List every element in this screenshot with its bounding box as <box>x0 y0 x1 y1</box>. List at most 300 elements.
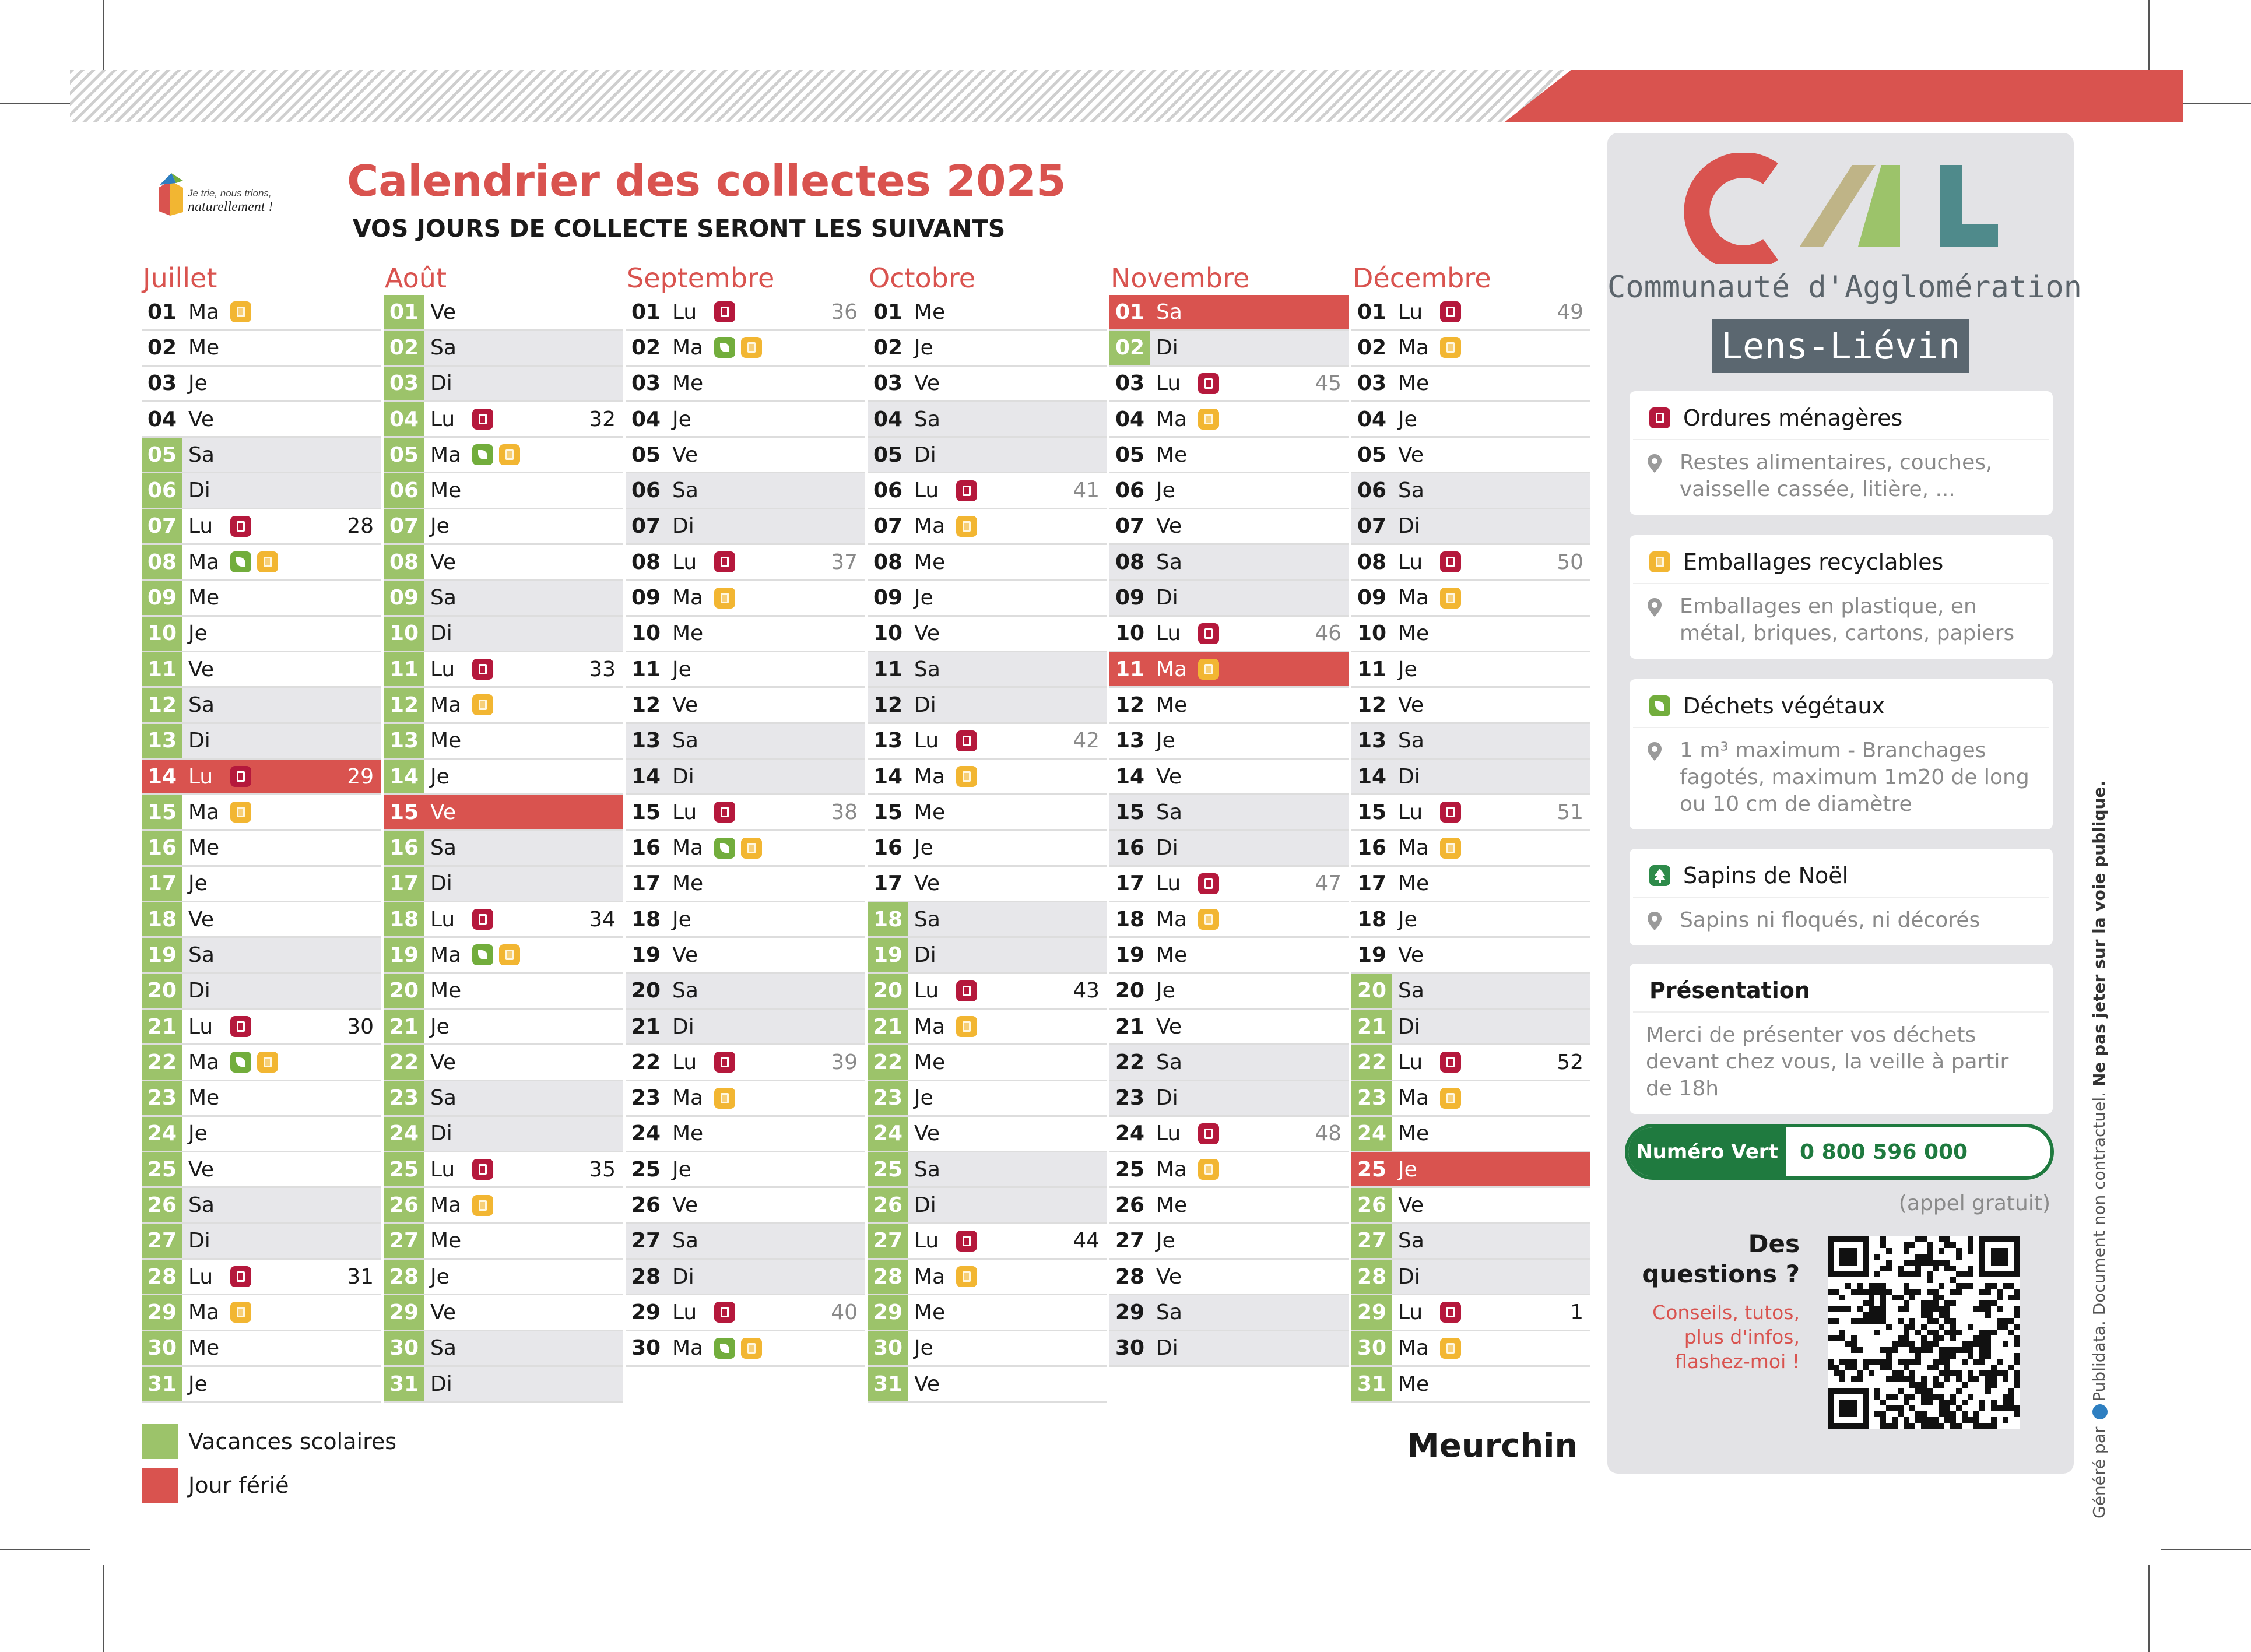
vegetaux-icon <box>714 1338 735 1359</box>
collection-icons <box>1440 802 1461 823</box>
emballages-icon <box>1649 551 1670 572</box>
day-row <box>626 902 865 938</box>
collection-icons <box>956 1231 977 1252</box>
card-emballages <box>1630 535 2053 659</box>
day-abbrev: Ma <box>1156 907 1188 932</box>
card-vegetaux <box>1630 679 2053 829</box>
legend-label: Vacances scolaires <box>188 1429 397 1454</box>
day-row <box>142 438 381 473</box>
day-number: 31 <box>142 1367 182 1401</box>
day-number: 29 <box>142 1295 182 1329</box>
day-abbrev: Lu <box>430 657 455 681</box>
day-number: 15 <box>631 800 661 824</box>
day-row <box>1351 1152 1590 1188</box>
collection-icons <box>714 1302 735 1323</box>
day-abbrev: Ma <box>672 1086 704 1110</box>
day-row <box>626 402 865 438</box>
day-row <box>868 760 1107 795</box>
day-number: 24 <box>868 1117 908 1151</box>
day-row <box>626 295 865 331</box>
day-abbrev: Me <box>188 1086 220 1110</box>
day-abbrev: Ma <box>1398 586 1430 610</box>
day-number: 05 <box>384 438 424 472</box>
day-number: 04 <box>1357 407 1387 431</box>
day-number: 04 <box>147 407 177 431</box>
day-number: 11 <box>873 657 903 681</box>
collection-icons <box>472 1195 493 1216</box>
day-abbrev: Lu <box>430 407 455 431</box>
day-row <box>1109 1331 1349 1367</box>
day-abbrev: Me <box>188 586 220 610</box>
day-row <box>626 760 865 795</box>
day-row <box>384 974 623 1010</box>
day-abbrev: Ma <box>672 335 704 360</box>
day-abbrev: Ma <box>914 514 946 539</box>
qr-code[interactable] <box>1828 1236 2020 1429</box>
day-abbrev: Sa <box>914 1157 940 1182</box>
day-abbrev: Lu <box>672 300 697 324</box>
day-row <box>384 688 623 723</box>
day-abbrev: Ve <box>188 1157 214 1182</box>
publidata-icon <box>2092 1404 2108 1419</box>
day-number: 09 <box>1357 586 1387 610</box>
call-caption: Communauté d'Agglomération <box>1607 270 2082 305</box>
day-row <box>142 545 381 581</box>
day-abbrev: Je <box>430 514 450 539</box>
day-row <box>1351 295 1590 331</box>
day-abbrev: Sa <box>188 693 215 717</box>
day-number: 13 <box>1357 729 1387 753</box>
day-number: 02 <box>147 335 177 360</box>
collection-icons <box>230 802 251 823</box>
day-number: 13 <box>142 724 182 758</box>
month-name: Juillet <box>143 262 217 294</box>
day-row <box>142 617 381 652</box>
day-number: 26 <box>868 1188 908 1222</box>
collection-icons <box>1440 588 1461 609</box>
day-row <box>626 545 865 581</box>
card-title: Sapins de Noël <box>1683 863 1849 888</box>
day-number: 17 <box>1357 871 1387 896</box>
day-abbrev: Di <box>672 514 694 539</box>
day-row <box>1109 1260 1349 1295</box>
day-row <box>384 367 623 402</box>
side-note-text: . Document non contractuel. <box>2090 1091 2109 1326</box>
emballages-icon <box>1440 1088 1461 1109</box>
day-number: 10 <box>631 621 661 646</box>
day-number: 06 <box>1357 479 1387 503</box>
month-name: Septembre <box>627 262 775 294</box>
emballages-icon <box>956 1016 977 1037</box>
day-row <box>1109 1152 1349 1188</box>
day-number: 09 <box>873 586 903 610</box>
day-number: 28 <box>384 1260 424 1294</box>
day-number: 24 <box>1351 1117 1392 1151</box>
day-abbrev: Ve <box>1398 442 1424 467</box>
side-note-prefix: Généré par <box>2090 1426 2109 1519</box>
emballages-icon <box>1198 659 1219 680</box>
day-abbrev: Lu <box>672 550 697 574</box>
day-row <box>142 1331 381 1367</box>
emballages-icon <box>472 1195 493 1216</box>
day-number: 23 <box>1115 1086 1145 1110</box>
collection-icons <box>472 944 520 965</box>
day-abbrev: Me <box>1156 442 1188 467</box>
day-abbrev: Ve <box>672 442 698 467</box>
day-abbrev: Me <box>914 300 946 324</box>
day-abbrev: Ma <box>1398 836 1430 860</box>
emballages-icon <box>1440 337 1461 358</box>
day-number: 16 <box>631 836 661 860</box>
day-number: 21 <box>868 1010 908 1043</box>
day-abbrev: Me <box>1156 943 1188 967</box>
collection-icons <box>230 516 251 537</box>
vegetaux-icon <box>1649 695 1670 716</box>
day-abbrev: Ve <box>188 907 214 932</box>
day-row <box>1109 1010 1349 1045</box>
day-abbrev: Je <box>188 1372 208 1396</box>
day-abbrev: Sa <box>430 586 456 610</box>
day-row <box>1109 688 1349 723</box>
day-number: 28 <box>142 1260 182 1294</box>
day-row <box>142 902 381 938</box>
day-number: 11 <box>1357 657 1387 681</box>
day-row <box>868 1367 1107 1403</box>
day-number: 19 <box>1115 943 1145 967</box>
day-row <box>626 1045 865 1081</box>
numero-vert-box[interactable] <box>1625 1124 2054 1180</box>
day-number: 14 <box>873 764 903 789</box>
day-abbrev: Sa <box>188 442 215 467</box>
call-logo <box>1683 153 2010 264</box>
day-abbrev: Ve <box>430 1050 456 1074</box>
collection-icons <box>956 516 977 537</box>
vegetaux-icon <box>714 838 735 859</box>
week-number: 37 <box>831 550 858 574</box>
day-abbrev: Di <box>188 479 210 503</box>
day-row <box>1109 581 1349 616</box>
ordures-icon <box>1649 407 1670 428</box>
day-abbrev: Ve <box>430 800 456 824</box>
day-abbrev: Ma <box>430 442 462 467</box>
day-abbrev: Ma <box>1156 407 1188 431</box>
day-abbrev: Ma <box>188 1050 220 1074</box>
collection-icons <box>1198 873 1219 894</box>
day-abbrev: Sa <box>430 1086 456 1110</box>
day-row <box>142 581 381 616</box>
day-abbrev: Di <box>914 943 936 967</box>
ordures-icon <box>714 802 735 823</box>
day-number: 30 <box>631 1336 661 1361</box>
day-abbrev: Sa <box>1156 1300 1182 1324</box>
day-row <box>1109 617 1349 652</box>
day-abbrev: Ma <box>430 1193 462 1218</box>
day-number: 24 <box>631 1122 661 1146</box>
day-abbrev: Me <box>672 371 704 396</box>
day-row <box>626 974 865 1010</box>
day-row <box>868 867 1107 902</box>
day-number: 10 <box>1357 621 1387 646</box>
day-number: 11 <box>384 652 424 686</box>
info-panel <box>1607 133 2082 1474</box>
day-row <box>1351 438 1590 473</box>
day-number: 27 <box>142 1224 182 1258</box>
day-abbrev: Ve <box>914 1372 940 1396</box>
side-note-bold: Ne pas jeter sur la voie publique. <box>2090 780 2109 1087</box>
day-row <box>142 1295 381 1331</box>
day-row <box>868 1117 1107 1152</box>
collection-icons <box>472 659 493 680</box>
location-pin-icon <box>1646 593 1667 647</box>
day-row <box>1109 938 1349 973</box>
day-abbrev: Ma <box>430 943 462 967</box>
day-number: 05 <box>1357 442 1387 467</box>
day-number: 28 <box>631 1264 661 1289</box>
day-number: 12 <box>873 693 903 717</box>
day-abbrev: Di <box>1156 586 1178 610</box>
day-row <box>868 1295 1107 1331</box>
day-abbrev: Me <box>430 979 462 1003</box>
collection-icons <box>1440 1338 1461 1359</box>
collection-icons <box>472 1159 493 1180</box>
vegetaux-icon <box>230 551 251 572</box>
day-abbrev: Je <box>914 1336 933 1361</box>
day-abbrev: Je <box>188 371 208 396</box>
week-number: 35 <box>589 1157 616 1182</box>
day-abbrev: Me <box>430 729 462 753</box>
legend-swatch-green <box>142 1424 178 1459</box>
legend-label: Jour férié <box>188 1472 289 1498</box>
day-row <box>1351 831 1590 866</box>
collection-icons <box>1198 409 1219 430</box>
week-number: 42 <box>1073 729 1100 753</box>
card-description: 1 m³ maximum - Branchages fagotés, maximum 1m20 de long ou 10 cm de diamètre <box>1680 739 2029 816</box>
day-abbrev: Je <box>914 1086 933 1110</box>
collection-icons <box>230 1302 251 1323</box>
day-row <box>626 1331 865 1367</box>
day-number: 25 <box>868 1152 908 1186</box>
week-number: 39 <box>831 1050 858 1074</box>
red-band <box>1504 70 2183 122</box>
day-number: 16 <box>873 836 903 860</box>
day-row <box>1351 545 1590 581</box>
day-row <box>1351 1367 1590 1403</box>
day-number: 07 <box>1357 514 1387 539</box>
collection-icons <box>1440 337 1461 358</box>
day-abbrev: Lu <box>1398 300 1423 324</box>
ordures-icon <box>714 1302 735 1323</box>
day-abbrev: Di <box>430 621 452 646</box>
day-abbrev: Ma <box>1156 657 1188 681</box>
week-number: 40 <box>831 1300 858 1324</box>
day-number: 12 <box>384 688 424 722</box>
emballages-icon <box>230 1302 251 1323</box>
day-abbrev: Di <box>914 1193 936 1218</box>
day-abbrev: Di <box>1156 335 1178 360</box>
day-number: 04 <box>873 407 903 431</box>
day-abbrev: Je <box>1156 979 1175 1003</box>
day-row <box>1109 331 1349 366</box>
day-number: 19 <box>631 943 661 967</box>
day-number: 15 <box>873 800 903 824</box>
day-row <box>142 402 381 438</box>
ordures-icon <box>956 480 977 501</box>
day-row <box>1351 509 1590 545</box>
day-row <box>626 795 865 831</box>
day-number: 26 <box>631 1193 661 1218</box>
day-row <box>868 1081 1107 1117</box>
day-abbrev: Lu <box>188 1014 213 1039</box>
day-number: 29 <box>631 1300 661 1324</box>
day-row <box>1351 1224 1590 1260</box>
day-row <box>1109 438 1349 473</box>
day-abbrev: Lu <box>1156 1122 1181 1146</box>
day-number: 28 <box>868 1260 908 1294</box>
day-abbrev: Lu <box>914 979 939 1003</box>
collection-icons <box>1198 1159 1219 1180</box>
month-name: Octobre <box>869 262 976 294</box>
emballages-icon <box>714 1088 735 1109</box>
day-abbrev: Me <box>672 1122 704 1146</box>
day-number: 13 <box>631 729 661 753</box>
day-abbrev: Ve <box>1156 764 1182 789</box>
emballages-icon <box>1440 588 1461 609</box>
day-row <box>1351 1331 1590 1367</box>
day-abbrev: Ve <box>1398 693 1424 717</box>
day-number: 19 <box>868 938 908 972</box>
day-abbrev: Ve <box>672 943 698 967</box>
day-number: 01 <box>873 300 903 324</box>
day-number: 19 <box>384 938 424 972</box>
day-number: 01 <box>1357 300 1387 324</box>
card-description: Emballages en plastique, en métal, briques, cartons, papiers <box>1680 595 2015 645</box>
day-abbrev: Me <box>188 1336 220 1361</box>
collection-icons <box>230 1016 251 1037</box>
day-row <box>868 1260 1107 1295</box>
day-row <box>1109 1188 1349 1224</box>
day-number: 21 <box>1351 1010 1392 1043</box>
emballages-icon <box>230 301 251 322</box>
day-abbrev: Di <box>672 1264 694 1289</box>
ordures-icon <box>714 301 735 322</box>
month-column <box>384 261 623 1403</box>
day-row <box>142 331 381 366</box>
collection-icons <box>1198 659 1219 680</box>
day-abbrev: Me <box>914 1300 946 1324</box>
day-row <box>142 1188 381 1224</box>
day-row <box>868 438 1107 473</box>
day-number: 27 <box>384 1224 424 1258</box>
day-row <box>626 652 865 688</box>
day-number: 22 <box>1351 1045 1392 1079</box>
day-abbrev: Sa <box>672 1229 698 1253</box>
collection-icons <box>956 1016 977 1037</box>
day-number: 02 <box>631 335 661 360</box>
day-row <box>142 1081 381 1117</box>
page-title: Calendrier des collectes 2025 <box>347 156 1066 206</box>
week-number: 46 <box>1315 621 1342 646</box>
collection-icons <box>714 588 735 609</box>
day-abbrev: Lu <box>914 729 939 753</box>
ordures-icon <box>956 1231 977 1252</box>
day-number: 29 <box>868 1295 908 1329</box>
day-abbrev: Me <box>1398 871 1430 896</box>
day-number: 18 <box>1357 907 1387 932</box>
day-row <box>1351 795 1590 831</box>
day-abbrev: Lu <box>1398 1050 1423 1074</box>
day-row <box>626 581 865 616</box>
collection-icons <box>956 980 977 1001</box>
day-row <box>626 1260 865 1295</box>
day-number: 19 <box>1357 943 1387 967</box>
day-abbrev: Je <box>672 407 691 431</box>
collection-icons <box>472 409 493 430</box>
day-row <box>1109 974 1349 1010</box>
day-number: 27 <box>631 1229 661 1253</box>
day-abbrev: Di <box>430 1372 452 1396</box>
day-row <box>1109 652 1349 688</box>
day-row <box>626 867 865 902</box>
day-number: 02 <box>1109 331 1150 364</box>
day-number: 17 <box>873 871 903 896</box>
day-row <box>626 831 865 866</box>
day-row <box>1351 473 1590 509</box>
day-number: 25 <box>1115 1157 1145 1182</box>
day-row <box>868 402 1107 438</box>
day-row <box>626 688 865 723</box>
day-abbrev: Me <box>914 550 946 574</box>
day-number: 16 <box>1115 836 1145 860</box>
day-row <box>142 473 381 509</box>
week-number: 31 <box>347 1264 374 1289</box>
day-row <box>868 473 1107 509</box>
collection-icons <box>956 480 977 501</box>
day-abbrev: Lu <box>188 514 213 539</box>
emballages-icon <box>741 337 762 358</box>
emballages-icon <box>257 551 278 572</box>
ordures-icon <box>714 1052 735 1073</box>
numero-vert-number[interactable]: 0 800 596 000 <box>1800 1140 1968 1164</box>
day-number: 06 <box>873 479 903 503</box>
day-row <box>384 867 623 902</box>
day-number: 09 <box>1115 586 1145 610</box>
day-abbrev: Sa <box>188 1193 215 1218</box>
crop-mark <box>0 1549 90 1550</box>
day-abbrev: Ve <box>1156 514 1182 539</box>
day-row <box>384 1224 623 1260</box>
emballages-icon <box>741 1338 762 1359</box>
day-row <box>1351 367 1590 402</box>
day-abbrev: Ve <box>430 1300 456 1324</box>
ordures-icon <box>1198 1123 1219 1144</box>
emballages-icon <box>956 1266 977 1287</box>
day-row <box>142 688 381 723</box>
card-ordures <box>1630 391 2053 515</box>
day-abbrev: Ma <box>1156 1157 1188 1182</box>
day-number: 23 <box>631 1086 661 1110</box>
day-number: 30 <box>142 1331 182 1365</box>
day-abbrev: Di <box>914 442 936 467</box>
day-number: 07 <box>384 509 424 543</box>
day-number: 04 <box>1115 407 1145 431</box>
day-number: 17 <box>142 867 182 901</box>
collection-icons <box>472 694 493 715</box>
page-subtitle: VOS JOURS DE COLLECTE SERONT LES SUIVANTS <box>353 215 1006 242</box>
numero-vert-note: (appel gratuit) <box>1898 1191 2050 1215</box>
day-row <box>384 581 623 616</box>
day-abbrev: Lu <box>430 1157 455 1182</box>
ordures-icon <box>1440 301 1461 322</box>
